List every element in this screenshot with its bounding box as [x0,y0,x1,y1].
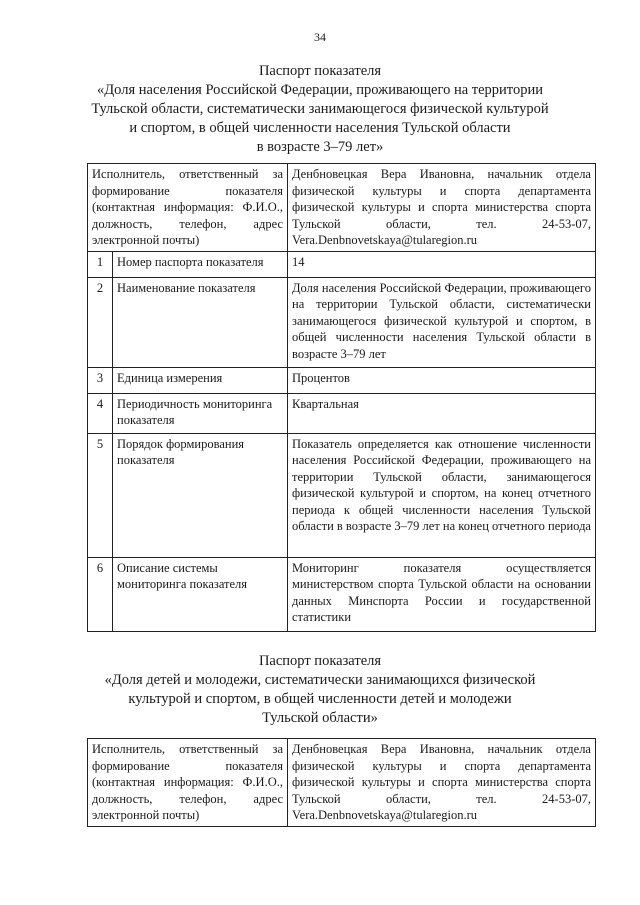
heading-line: Паспорт показателя [258,653,382,669]
table-row [88,251,596,277]
row-name: Периодичность мониторинга показателя [113,393,288,433]
passport-1-table [87,163,596,632]
passport-2-table [87,738,596,827]
table-row [88,164,596,252]
heading-line: Паспорт показателя [258,63,382,79]
heading-line: Тульской области» [262,710,378,726]
row-value: Процентов [288,367,596,393]
table-row [88,277,596,367]
row-name: Порядок формирования показателя [113,433,288,557]
heading-line: Тульской области, систематически занимающегося физической культурой [91,101,549,117]
heading-line: культурой и спортом, в общей численности детей и молодежи [128,691,512,707]
heading-line: в возрасте 3–79 лет» [256,139,384,155]
table-row [88,739,596,827]
passport-1-heading [80,62,560,157]
executor-value-cell: Денбновецкая Вера Ивановна, начальник отдела физической культуры и спорта департамента физической культуры и спорта министерства спорта Тульской области, тел. 24-53-07, Vera.Denbnovetskaya@tularegion.ru [288,164,596,252]
heading-line: и спортом, в общей численности населения Тульской области [129,120,511,136]
row-number: 1 [88,251,113,277]
table-row [88,393,596,433]
executor-label-cell: Исполнитель, ответственный за формирование показателя (контактная информация: Ф.И.О., должность, телефон, адрес электронной почты) [88,739,288,827]
row-number: 4 [88,393,113,433]
row-number: 5 [88,433,113,557]
row-name: Описание системы мониторинга показателя [113,557,288,631]
table-row [88,433,596,557]
row-value: Квартальная [288,393,596,433]
heading-line: «Доля населения Российской Федерации, проживающего на территории [97,82,543,98]
row-number: 2 [88,277,113,367]
table-row [88,367,596,393]
row-value: Мониторинг показателя осуществляется министерством спорта Тульской области на основании данных Минспорта России и государственной статистики [288,557,596,631]
page-number: 34 [314,30,326,44]
table-row [88,557,596,631]
row-name: Номер паспорта показателя [113,251,288,277]
row-value: 14 [288,251,596,277]
row-name: Единица измерения [113,367,288,393]
executor-label-cell: Исполнитель, ответственный за формирование показателя (контактная информация: Ф.И.О., должность, телефон, адрес электронной почты) [88,164,288,252]
executor-value-cell: Денбновецкая Вера Ивановна, начальник отдела физической культуры и спорта департамента физической культуры и спорта министерства спорта Тульской области, тел. 24-53-07, Vera.Denbnovetskaya@tularegion.ru [288,739,596,827]
row-number: 6 [88,557,113,631]
heading-line: «Доля детей и молодежи, систематически занимающихся физической [104,672,536,688]
row-value: Доля населения Российской Федерации, проживающего на территории Тульской области, систематически занимающегося физической культурой и спортом, в общей численности населения Тульской области в возрасте 3–79 лет [288,277,596,367]
row-value: Показатель определяется как отношение численности населения Российской Федерации, проживающего на территории Тульской области, занимающегося физической культурой и спортом, на конец отчетного периода к общей численности населения Тульской области в возрасте 3–79 лет на конец отчетного периода [288,433,596,557]
row-name: Наименование показателя [113,277,288,367]
row-number: 3 [88,367,113,393]
passport-2-heading [80,652,560,728]
